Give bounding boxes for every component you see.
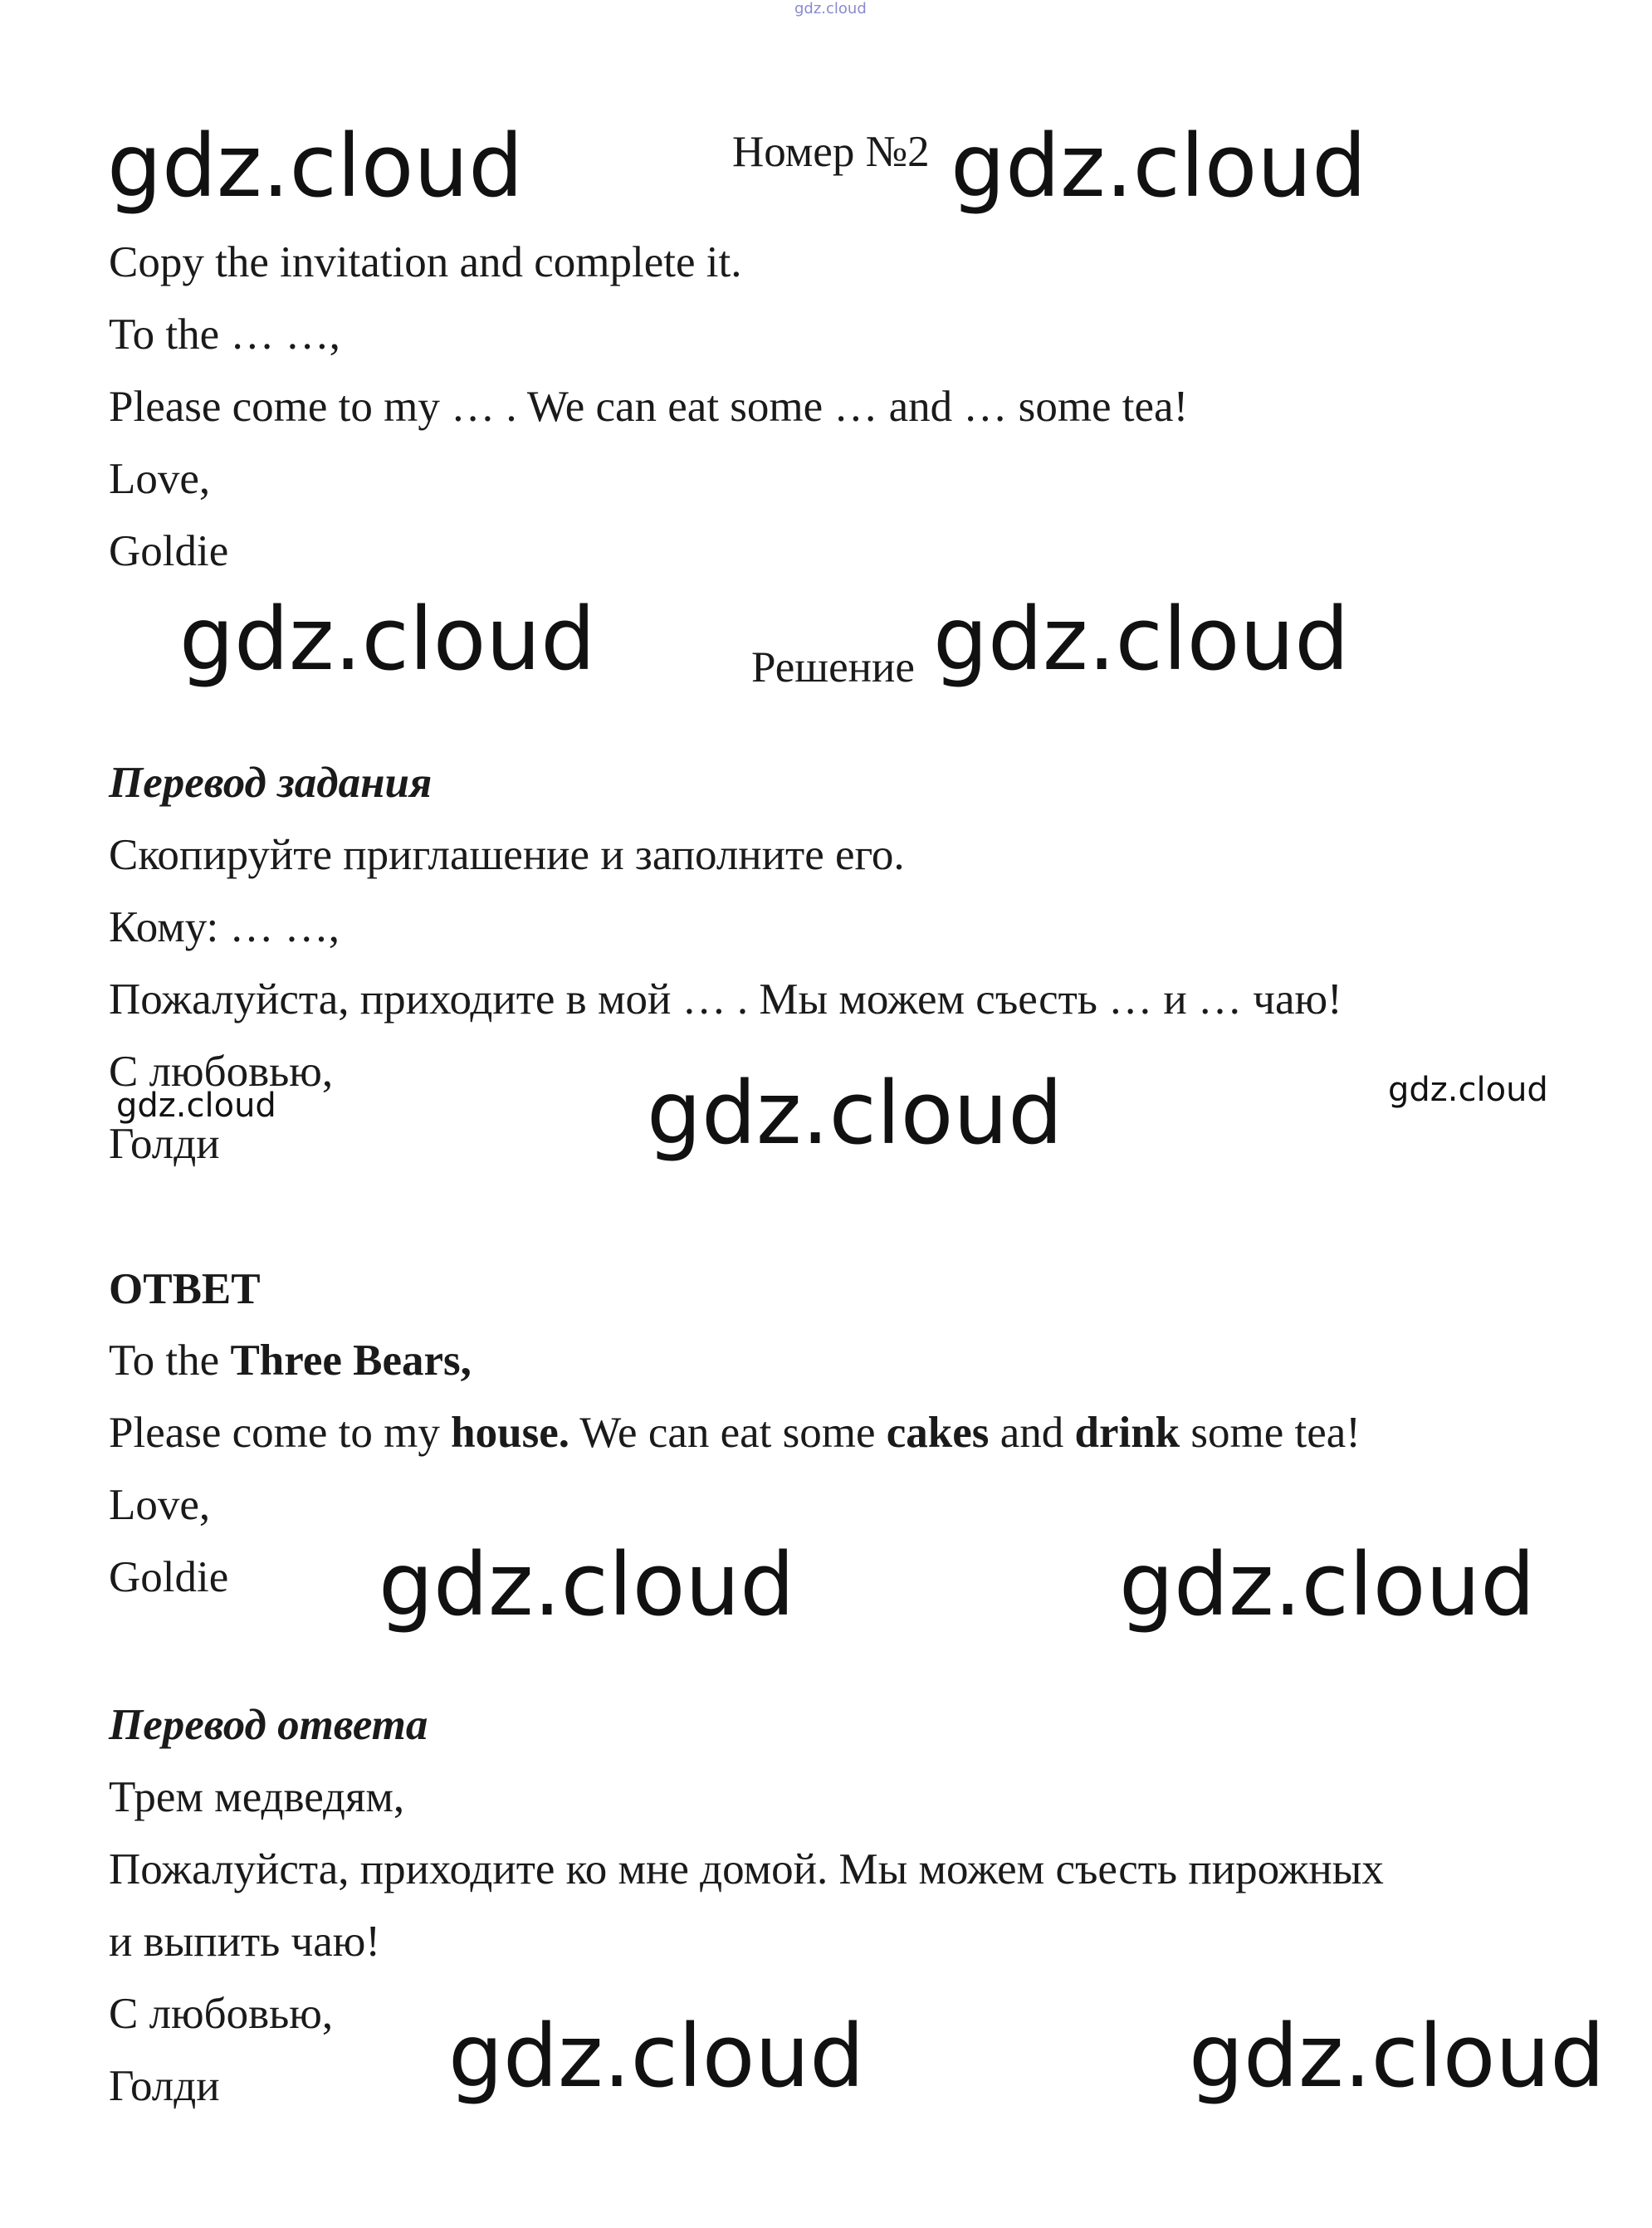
watermark: gdz.cloud — [448, 2006, 865, 2107]
task-number: Номер №2 — [732, 128, 930, 176]
task-translation-line: Пожалуйста, приходите в мой … . Мы можем съесть … и … чаю! — [109, 975, 1342, 1024]
answer-text: Please come to my — [109, 1409, 452, 1457]
task-translation-line: С любовью, — [109, 1048, 334, 1096]
task-instruction: Copy the invitation and complete it. — [109, 238, 742, 286]
answer-translation-line: С любовью, — [109, 1990, 334, 2038]
task-translation-heading: Перевод задания — [109, 759, 433, 807]
answer-fill: house. — [451, 1409, 569, 1457]
answer-fill: cakes — [886, 1409, 990, 1457]
watermark: gdz.cloud — [1119, 1534, 1536, 1635]
answer-line — [109, 1336, 472, 1385]
answer-translation-line: и выпить чаю! — [109, 1918, 380, 1966]
task-line: To the … …, — [109, 310, 340, 359]
answer-translation-heading: Перевод ответа — [109, 1701, 428, 1749]
watermark: gdz.cloud — [179, 589, 596, 690]
watermark: gdz.cloud — [933, 589, 1350, 690]
answer-fill: Three Bears, — [230, 1336, 472, 1385]
task-translation-line: Голди — [109, 1120, 220, 1168]
answer-heading: ОТВЕТ — [109, 1265, 261, 1313]
task-translation-line: Скопируйте приглашение и заполните его. — [109, 831, 905, 879]
answer-fill: drink — [1074, 1409, 1180, 1457]
watermark: gdz.cloud — [379, 1534, 795, 1635]
answer-text: We can eat some — [569, 1409, 887, 1457]
task-line: Goldie — [109, 527, 229, 575]
answer-translation-line: Трем медведям, — [109, 1773, 405, 1821]
task-translation-line: Кому: … …, — [109, 903, 340, 951]
answer-translation-line: Голди — [109, 2062, 220, 2110]
answer-text: some tea! — [1180, 1409, 1361, 1457]
watermark-top-tiny: gdz.cloud — [794, 0, 867, 17]
answer-line — [109, 1411, 1361, 1455]
answer-line: Goldie — [109, 1553, 229, 1601]
watermark: gdz.cloud — [116, 1087, 276, 1125]
watermark: gdz.cloud — [107, 115, 524, 217]
answer-line: Love, — [109, 1481, 211, 1529]
watermark: gdz.cloud — [1388, 1071, 1548, 1109]
task-line: Love, — [109, 455, 211, 503]
answer-translation-line: Пожалуйста, приходите ко мне домой. Мы можем съесть пирожных — [109, 1845, 1384, 1893]
watermark: gdz.cloud — [951, 115, 1367, 217]
answer-text: To the — [109, 1336, 231, 1385]
watermark: gdz.cloud — [1189, 2006, 1606, 2107]
solution-label: Решение — [751, 643, 915, 691]
watermark: gdz.cloud — [647, 1063, 1063, 1164]
answer-text: and — [989, 1409, 1075, 1457]
task-line: Please come to my … . We can eat some … and … some tea! — [109, 383, 1189, 431]
